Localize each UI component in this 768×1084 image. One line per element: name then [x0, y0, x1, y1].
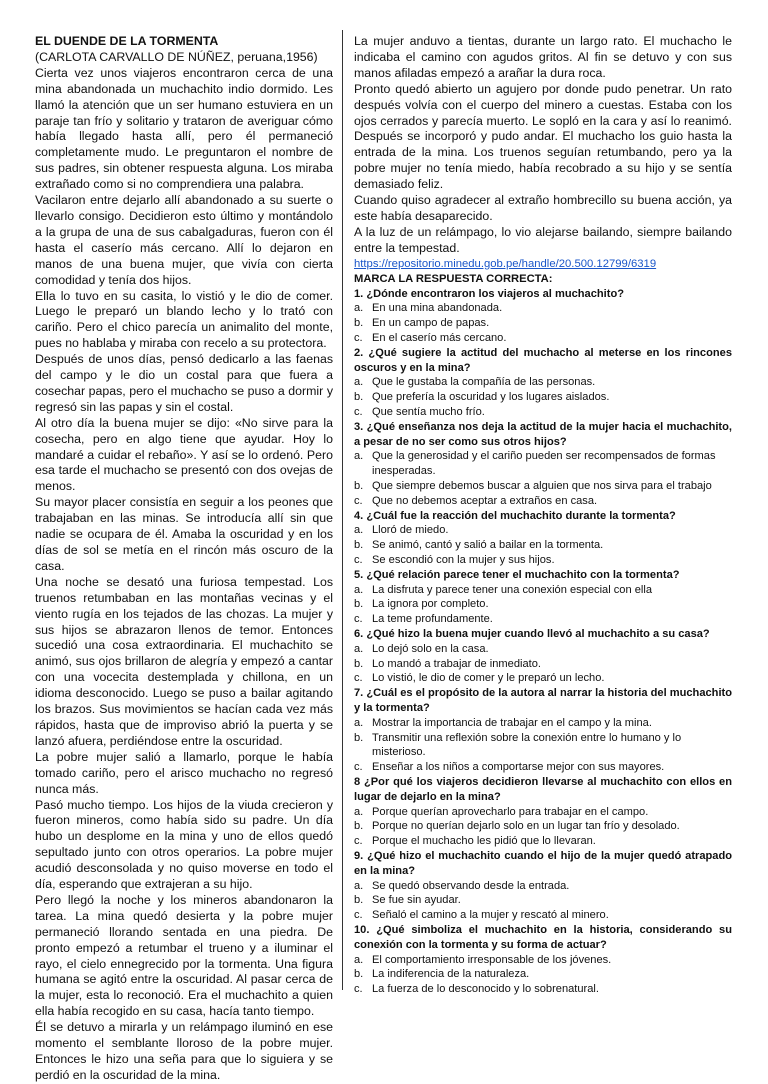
source-link[interactable]: https://repositorio.minedu.gob.pe/handle/20.500.12799/6319 — [354, 257, 657, 270]
quiz-question — [354, 509, 732, 568]
option-text: Lo vistió, le dio de comer y le preparó un lecho. — [372, 672, 605, 685]
option-text: Se escondió con la mujer y sus hijos. — [372, 554, 555, 567]
quiz-question — [354, 346, 732, 420]
quiz-question — [354, 775, 732, 849]
quiz-question — [354, 568, 732, 627]
story-paragraph: Cierta vez unos viajeros encontraron cerca de una mina abandonada un muchachito indio dormido. Les llamó la atención que un ser humano estuviera en un paraje tan frío y solitario y trataron de averiguar cómo había llegado hasta allí, pero él permaneció completamente mudo. Le preguntaron el nombre de sus padres, sin obtener respuesta alguna. Los miraba extrañado como si no comprendiera una palabra. — [35, 65, 333, 192]
option-text: La ignora por completo. — [372, 598, 489, 611]
question-text: 4. ¿Cuál fue la reacción del muchachito durante la tormenta? — [354, 509, 676, 522]
story-title: EL DUENDE DE LA TORMENTA — [35, 34, 219, 48]
story-paragraph: Ella lo tuvo en su casita, lo vistió y le dio de comer. Luego le preparó un blando lecho y lo trató con cariño. Pero el chico parecía un animalito del monte, pues no hablaba y miraba con recelo a su protectora. — [35, 288, 333, 351]
answer-option[interactable] — [354, 301, 732, 316]
story-paragraph: A la luz de un relámpago, lo vio alejarse bailando, siempre bailando entre la tempestad. — [354, 224, 732, 255]
option-text: Lo mandó a trabajar de inmediato. — [372, 657, 541, 670]
answer-option[interactable] — [354, 967, 732, 982]
option-letter: a. — [354, 376, 364, 389]
option-letter: c. — [354, 406, 363, 419]
option-text: Se animó, cantó y salió a bailar en la tormenta. — [372, 539, 604, 552]
question-text: 6. ¿Qué hizo la buena mujer cuando llevó al muchachito a su casa? — [354, 628, 710, 641]
quiz-question — [354, 420, 732, 509]
answer-option[interactable] — [354, 331, 732, 346]
option-text: Que siempre debemos buscar a alguien que nos sirva para el trabajo — [372, 480, 712, 493]
option-text: El comportamiento irresponsable de los jóvenes. — [372, 953, 612, 966]
quiz-question — [354, 849, 732, 923]
option-letter: b. — [354, 657, 364, 670]
story-paragraph: Él se detuvo a mirarla y un relámpago iluminó en ese momento el semblante lloroso de la pobre mujer. Entonces le hizo una seña para que lo siguiera y se perdió en la oscuridad de la mina. — [35, 1020, 333, 1082]
option-letter: c. — [354, 332, 363, 345]
story-paragraph: Una noche se desató una furiosa tempestad. Los truenos retumbaban en las montañas vecinas y el viento rugía en los tejados de las chozas. La mujer y sus hijos se abrazaron llenos de temor. Entonces sucedió una cosa extraordinaria. El muchachito se animó, sus ojos brillaron de alegría y empezó a cantar con una vocecita destemplada y chillona, en un idioma desconocido. Luego se puso a bailar agitando los brazos. Sus movimientos se hacían cada vez más rápidos, hasta que de improviso abrió la puerta y se lanzó afuera, perdiéndose entre la oscuridad. — [35, 574, 333, 748]
story-paragraph: Pero llegó la noche y los mineros abandonaron la tarea. La mina quedó desierta y la pobre mujer permaneció llorando sentada en una piedra. De pronto empezó a retumbar el trueno y a iluminar el rayo, el cielo ennegrecido por la tormenta. Una figura humana se agitó entre la oscuridad. Al pasar cerca de la mujer, esta lo reconoció. Era el muchachito a quien ella había recogido en su casa, hacía tanto tiempo. — [35, 892, 333, 1019]
option-letter: b. — [354, 391, 364, 404]
option-letter: a. — [354, 450, 364, 463]
answer-option[interactable] — [354, 953, 732, 968]
option-letter: b. — [354, 317, 364, 330]
question-text: 3. ¿Qué enseñanza nos deja la actitud de la mujer hacia el muchachito, a pesar de no ser como sus otros hijos? — [354, 420, 732, 448]
question-text: 8 ¿Por qué los viajeros decidieron llevarse al muchachito con ellos en lugar de dejarlo en la mina? — [354, 775, 732, 803]
question-text: 1. ¿Dónde encontraron los viajeros al muchachito? — [354, 287, 625, 300]
story-paragraph: Vacilaron entre dejarlo allí abandonado a su suerte o llevarlo consigo. Decidieron esto último y montándolo a la grupa de una de sus cabalgaduras, fueron con él hasta el caserío más cercano. Allí lo dejaron en manos de una buena mujer, que vivía con cierta comodidad y tenía dos hijos. — [35, 193, 333, 287]
answer-options — [354, 879, 732, 923]
option-letter: c. — [354, 761, 363, 774]
question-text: 9. ¿Qué hizo el muchachito cuando el hijo de la mujer quedó atrapado en la mina? — [354, 849, 732, 877]
option-text: Se fue sin ayudar. — [372, 894, 461, 907]
quiz-question — [354, 287, 732, 346]
option-text: Porque no querían dejarlo solo en un lugar tan frío y desolado. — [372, 820, 680, 833]
story-column-right — [354, 34, 732, 997]
option-letter: a. — [354, 642, 364, 655]
story-paragraph: Pronto quedó abierto un agujero por donde pudo penetrar. Un rato después volvía con el cuerpo del minero a cuestas. Estaba con los ojos cerrados y parecía muerto. Le sopló en la cara y así lo reanimó. Después se incorporó y pudo andar. El muchacho los guio hasta la entrada de la mina. Los truenos seguían retumbando, pero ya la pobre mujer no tenía miedo, había recobrado a su hijo y se sentía demasiado feliz. — [354, 81, 732, 192]
option-letter: c. — [354, 672, 363, 685]
answer-options — [354, 716, 732, 775]
option-letter: a. — [354, 716, 364, 729]
option-letter: c. — [354, 835, 363, 848]
option-letter: c. — [354, 554, 363, 567]
option-text: Enseñar a los niños a comportarse mejor con sus mayores. — [372, 761, 665, 774]
answer-option[interactable] — [354, 553, 732, 568]
quiz-questions — [354, 287, 732, 997]
question-text: 5. ¿Qué relación parece tener el muchachito con la tormenta? — [354, 568, 680, 581]
option-letter: b. — [354, 480, 364, 493]
answer-option[interactable] — [354, 390, 732, 405]
option-letter: c. — [354, 909, 363, 922]
option-text: Lloró de miedo. — [372, 524, 449, 537]
answer-option[interactable] — [354, 375, 732, 390]
option-text: Se quedó observando desde la entrada. — [372, 879, 570, 892]
answer-option[interactable] — [354, 538, 732, 553]
option-letter: a. — [354, 583, 364, 596]
answer-option[interactable] — [354, 760, 732, 775]
option-letter: b. — [354, 968, 364, 981]
story-paragraph: Después de unos días, pensó dedicarlo a las faenas del campo y le dio un costal para que fuera a cosechar papas, pero el muchacho se puso a dormir y regresó sin las papas y sin el costal. — [35, 352, 333, 414]
answer-option[interactable] — [354, 982, 732, 997]
option-text: Señaló el camino a la mujer y rescató al minero. — [372, 909, 609, 922]
story-author: (CARLOTA CARVALLO DE NÚÑEZ, peruana,1956) — [35, 49, 318, 64]
answer-option[interactable] — [354, 716, 732, 731]
option-text: En el caserío más cercano. — [372, 332, 507, 345]
question-text: 7. ¿Cuál es el propósito de la autora al narrar la historia del muchachito y la tormenta? — [354, 687, 732, 714]
story-column-left — [35, 34, 333, 1084]
option-text: La indiferencia de la naturaleza. — [372, 968, 530, 981]
option-letter: a. — [354, 953, 364, 966]
answer-option[interactable] — [354, 879, 732, 894]
answer-option[interactable] — [354, 893, 732, 908]
quiz-question — [354, 686, 732, 775]
answer-option[interactable] — [354, 583, 732, 598]
answer-option[interactable] — [354, 612, 732, 627]
option-letter: a. — [354, 524, 364, 537]
option-text: Mostrar la importancia de trabajar en el campo y la mina. — [372, 716, 652, 729]
answer-options — [354, 642, 732, 686]
option-text: Que no debemos aceptar a extraños en casa. — [372, 494, 598, 507]
answer-options — [354, 953, 732, 997]
answer-option[interactable] — [354, 494, 732, 509]
answer-option[interactable] — [354, 731, 732, 761]
option-text: La disfruta y parece tener una conexión especial con ella — [372, 583, 652, 596]
question-text: 2. ¿Qué sugiere la actitud del muchacho al meterse en los rincones oscuros y en la mina? — [354, 346, 732, 374]
answer-options — [354, 301, 732, 345]
answer-option[interactable] — [354, 479, 732, 494]
answer-option[interactable] — [354, 671, 732, 686]
answer-option[interactable] — [354, 523, 732, 538]
answer-option[interactable] — [354, 316, 732, 331]
option-letter: a. — [354, 302, 364, 315]
option-text: La fuerza de lo desconocido y lo sobrenatural. — [372, 983, 599, 996]
option-text: Que la generosidad y el cariño pueden ser recompensados de formas inesperadas. — [372, 450, 716, 478]
story-paragraphs-right — [354, 34, 732, 257]
answer-option[interactable] — [354, 819, 732, 834]
story-paragraph: Pasó mucho tiempo. Los hijos de la viuda crecieron y fueron mineros, como había sido su padre. Un día hubo un desplome en la mina y uno de ellos quedó sepultado junto con otros operarios. La pobre mujer acudió desconsolada y no quiso moverse en todo el día, esperando que extrajeran a su hijo. — [35, 797, 333, 892]
answer-option[interactable] — [354, 597, 732, 612]
answer-options — [354, 523, 732, 567]
quiz-heading: MARCA LA RESPUESTA CORRECTA: — [354, 272, 553, 285]
option-letter: c. — [354, 983, 363, 996]
quiz-question — [354, 627, 732, 686]
answer-options — [354, 583, 732, 627]
option-letter: b. — [354, 731, 364, 744]
answer-option[interactable] — [354, 642, 732, 657]
answer-option[interactable] — [354, 805, 732, 820]
option-text: Que prefería la oscuridad y los lugares aislados. — [372, 391, 610, 404]
story-paragraph: Su mayor placer consistía en seguir a los peones que trabajaban en las minas. Se introducía allí sin que nadie se ocupara de él. Amaba la oscuridad y en los días de sol se metía en el rincón más oscuro de la casa. — [35, 495, 333, 573]
story-paragraph: Cuando quiso agradecer al extraño hombrecillo su buena acción, ya este había desaparecido. — [354, 193, 732, 223]
option-letter: b. — [354, 820, 364, 833]
option-text: En un campo de papas. — [372, 317, 490, 330]
option-letter: a. — [354, 879, 364, 892]
answer-options — [354, 375, 732, 419]
quiz-question — [354, 923, 732, 997]
answer-option[interactable] — [354, 834, 732, 849]
answer-options — [354, 449, 732, 508]
option-letter: b. — [354, 894, 364, 907]
option-text: Que sentía mucho frío. — [372, 406, 485, 419]
answer-option[interactable] — [354, 657, 732, 672]
column-divider — [342, 30, 343, 990]
story-paragraphs-left — [35, 66, 333, 1084]
answer-option[interactable] — [354, 449, 732, 479]
option-text: Lo dejó solo en la casa. — [372, 642, 489, 655]
option-text: Transmitir una reflexión sobre la conexión entre lo humano y lo misterioso. — [372, 731, 682, 759]
answer-option[interactable] — [354, 405, 732, 420]
story-paragraph: Al otro día la buena mujer se dijo: «No sirve para la cosecha, pero en algo tiene que ayudar. Hoy lo mandaré a cuidar el rebaño». Y así se lo ordenó. Pero esa tarde el muchacho se presentó con dos ovejas de menos. — [35, 415, 333, 494]
answer-options — [354, 805, 732, 849]
option-letter: a. — [354, 805, 364, 818]
option-text: Porque querían aprovecharlo para trabajar en el campo. — [372, 805, 649, 818]
option-text: La teme profundamente. — [372, 613, 493, 626]
story-paragraph: La mujer anduvo a tientas, durante un largo rato. El muchacho le indicaba el camino con agudos gritos. Al fin se detuvo y con sus manos afiladas empezó a arañar la dura roca. — [354, 34, 732, 80]
option-text: Que le gustaba la compañía de las personas. — [372, 376, 596, 389]
option-letter: b. — [354, 598, 364, 611]
question-text: 10. ¿Qué simboliza el muchachito en la historia, considerando su conexión con la tormenta y su forma de actuar? — [354, 923, 732, 951]
option-text: Porque el muchacho les pidió que lo llevaran. — [372, 835, 596, 848]
option-letter: b. — [354, 539, 364, 552]
answer-option[interactable] — [354, 908, 732, 923]
option-text: En una mina abandonada. — [372, 302, 503, 315]
story-paragraph: La pobre mujer salió a llamarlo, porque le había tomado cariño, pero el arisco muchacho no regresó nunca más. — [35, 749, 333, 796]
option-letter: c. — [354, 613, 363, 626]
option-letter: c. — [354, 494, 363, 507]
